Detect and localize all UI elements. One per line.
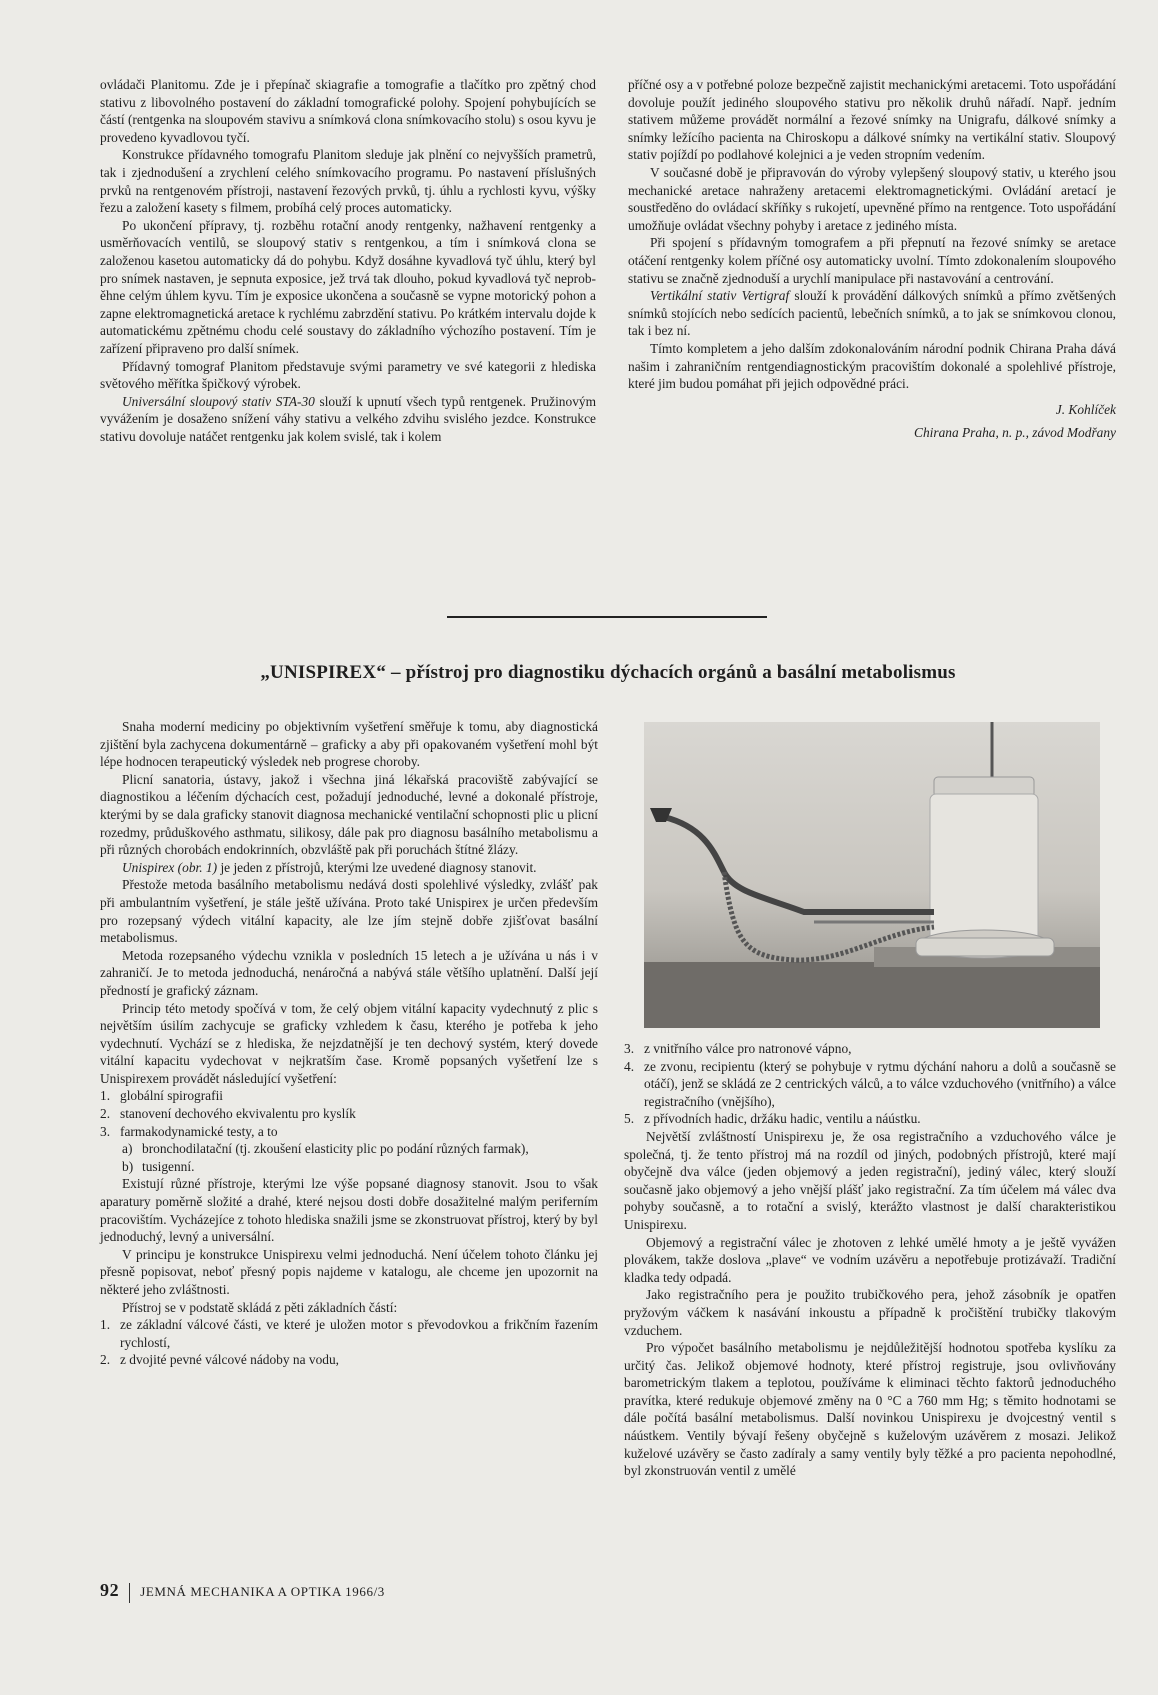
italic-term: Vertikální stativ Vertigraf <box>650 288 790 304</box>
list-text: globální spirografii <box>120 1088 224 1104</box>
journal-name: JEMNÁ MECHANIKA A OPTIKA 1966/3 <box>140 1584 385 1599</box>
paragraph: Přístroj se v podstatě skládá z pěti základních částí: <box>122 1299 398 1315</box>
paragraph-text: slouží k provádění dálkových snímků a přímo zvětšených snímků stojících nebo sedících pacientů, lebečních snímků, a to jak se snímkovou clonou, tak i bez ní. <box>628 288 1116 339</box>
list-item <box>100 1316 598 1351</box>
list-item <box>100 1140 598 1158</box>
paragraph <box>628 287 1116 340</box>
list-number: 2. <box>100 1106 111 1122</box>
list-item <box>100 1105 598 1123</box>
list-number: 1. <box>100 1317 111 1333</box>
bottom-left-column <box>100 718 598 1369</box>
paragraph: Přestože metoda basálního metabolismu nedává dosti spolehlivé výsledky, zvlášť pak při ambulantním vyšetření, je stále ještě užívána. Proto také Unispirex je určen především pro rozepsaný výdech vitální kapacity, ale lze jím stejně dobře zjišťovat basální metabolismus. <box>100 877 598 946</box>
top-left-column <box>100 76 596 445</box>
paragraph: V současné době je připravován do výroby vylepšený sloupový stativ, u kterého jsou mechanické aretace nahraženy aretacemi elektromagnetickými. Ovládání aretací je soustředěno do ovládací skříňky s rukojetí, upevněné přímo na rentgence. Toto uspořádání umožňuje ovládat všechny pohyby i aretace z jediného místa. <box>628 164 1116 233</box>
paragraph: Tímto kompletem a jeho dalším zdokonalováním národní podnik Chirana Praha dává našim i zahraničním rentgendiagnostickým pracovištím dokonalé a spolehlivé přístroje, které jim budou pomáhat při jejich odpovědné práci. <box>628 340 1116 392</box>
paragraph: Jako registračního pera je použito trubičkového pera, jehož zásobník je opatřen pryžovým váčkem k nasávání inkoustu a případně k pročištění trubičky tlakovým vzduchem. <box>624 1287 1116 1338</box>
paragraph: Snaha moderní mediciny po objektivním vyšetření směřuje k tomu, aby diagnostická zjištění byla zachycena dokumentárně – graficky a aby při opakovaném vyšetření mohl být lépe hodnocen terapeutický výsledek neb progrese choroby. <box>100 719 598 770</box>
list-text: ze základní válcové části, ve které je uložen motor s převodovkou a frikčním řazením rychlostí, <box>120 1317 598 1350</box>
paragraph: Existují různé přístroje, kterými lze výše popsané diagnosy stanovit. Jsou to však aparatury poměrně složité a drahé, které nejsou dosti dobře dosažitelné malým periferním pracovištím. Vycházejíce z tohoto hlediska snažili jsme se zkonstruovat přístroj, který by byl jednoduchý, levný a universální. <box>100 1176 598 1245</box>
italic-term: Universální sloupový stativ STA-30 <box>122 393 315 409</box>
paragraph <box>100 393 596 446</box>
author-name: J. Kohlíček <box>1055 401 1116 417</box>
parts-list <box>100 1316 598 1369</box>
section-divider <box>447 616 767 618</box>
paragraph: Po ukončení přípravy, tj. rozběhu rotační anody rentgenky, nažhavení rentgenky a usměrňovacích ventilů, se sloupový stativ s rentgenkou, a tím i snímková clona se založenou kasetou automaticky dá do pohybu. Když dosáhne kyvadlová tyč úhlu, který byl pro snímek nastaven, je sepnuta exposice, jež trvá tak dlouho, pokud kyvadlová tyč neproběhne celým úhlem kyvu. Tím je exposice ukončena a současně se vypne motorický pohon a zapne elektromagnetická aretace k rychlému zabrzdění stativu. Po krátkém intervalu dojde k automatickému zpětnému chodu celé soustavy do základního výchozího postavení. Tím je zařízení připraveno pro další snímek. <box>100 217 596 356</box>
list-item <box>624 1058 1116 1111</box>
list-item <box>100 1123 598 1141</box>
paragraph: příčné osy a v potřebné poloze bezpečně zajistit mechanickými aretacemi. Toto uspořádání dovoluje použít jediného sloupového stativu pro několik druhů nářadí. Např. jedním stativem můžeme provádět normální a řezové snímky na Unigrafu, dálkové snímky a snímky ležícího pacienta na Chiroskopu a dálkové snímky na vertikální stativ. Sloupový stativ pojíždí po podlahové kolejnici a je veden stropním vedením. <box>628 77 1116 163</box>
unispirex-photo <box>644 722 1100 1028</box>
list-number: 3. <box>624 1041 635 1056</box>
list-text: stanovení dechového ekvivalentu pro kyslík <box>120 1106 356 1122</box>
paragraph-text: slouží k upnutí všech typů rentgenek. Pružinovým vyvážením je dosaženo snížení váhy stativu a velkého zdvihu svislého jezdce. Konstrukce stativu dovoluje natáčet rentgenku jak kolem svislé, tak i kolem <box>100 393 596 444</box>
paragraph: Plicní sanatoria, ústavy, jakož i všechna jiná lékařská pracoviště zabývající se diagnostikou a léčením dýchacích cest, požadují jednoduché, levné a dokonalé přístroje, kterými by se dala graficky stanovit diagnosa mechanické ventilační schopnosti plic u plicní rozedmy, průduškového asthmatu, silikosy, dále pak pro diagnosu basálního metabolismu a při různých chorobách endokrinních, obzvláště pak při poruchách štítné žlázy. <box>100 771 598 858</box>
top-right-column <box>628 76 1116 442</box>
page-footer <box>100 1580 385 1603</box>
list-text: farmakodynamické testy, a to <box>120 1123 278 1139</box>
paragraph: Metoda rozepsaného výdechu vznikla v posledních 15 letech a je užívána u nás i v zahraničí. Je to metoda jednoduchá, nenáročná a nabývá stále většího uplatnění. Další její předností je grafický záznam. <box>100 947 598 998</box>
list-item <box>624 1110 1116 1128</box>
device-illustration <box>644 722 1100 1028</box>
list-text: z přívodních hadic, držáku hadic, ventilu a náústku. <box>644 1111 921 1127</box>
list-number: b) <box>122 1158 134 1174</box>
paragraph: ovládači Planitomu. Zde je i přepínač skiagrafie a tomografie a tlačítko pro zpětný chod stativu z libovolného postavení do základní tomografické polohy. Spojení pohybujících se částí (rentgenka na sloupovém stavivu a snímková clona snímkovacího stolu) s osou kyvu je provedeno kyvadlovou tyčí. <box>100 77 596 145</box>
list-number: 3. <box>100 1123 111 1139</box>
list-number: 5. <box>624 1111 635 1127</box>
list-item <box>624 1040 1116 1058</box>
list-item <box>100 1351 598 1369</box>
paragraph: Největší zvláštností Unispirexu je, že osa registračního a vzduchového válce je společná, tj. že tento přístroj má na rozdíl od jiných, podobných přístrojů, které mají obyčejně dva válce (jeden objemový a jeden registrační), jediný válec, který slouží současně jako objemový a jeho vnější plášť jako registrační. Za tím účelem má válec dva pohyby současně, a to rotační a svislý, kterážto vlastnost je další charakteristikou Unispirexu. <box>624 1128 1116 1232</box>
examination-list <box>100 1087 598 1175</box>
article-title: „UNISPIREX“ – přístroj pro diagnostiku dýchacích orgánů a basální metabolismus <box>260 662 956 683</box>
list-number: 4. <box>624 1058 635 1074</box>
paragraph: Princip této metody spočívá v tom, že celý objem vitální kapacity vydechnutý z plic s největším úsilím zachycuje se graficky vzhledem k času, kterého je potřeba k jeho vydechnutí. Vychází se z hlediska, že nejzdatnější je ten dechový systém, který dovede vitální kapacitu vydechovat v nejkratším čase. Kromě popsaných vyšetření lze s Unispirexem provádět následující vyšetření: <box>100 1000 598 1086</box>
list-text: z vnitřního válce pro natronové vápno, <box>644 1041 852 1056</box>
paragraph: V principu je konstrukce Unispirexu velmi jednoduchá. Není účelem tohoto článku jej přesně popisovat, neboť přesný popis najdeme v katalogu, ale chceme jen upozornit na některé jeho zvláštnosti. <box>100 1246 598 1297</box>
list-number: 1. <box>100 1088 111 1104</box>
paragraph: Konstrukce přídavného tomografu Planitom sleduje jak plnění co nejvyšších prametrů, tak i zjednodušení a zrychlení celého snímkovacího programu. Po nastavení příslušných prvků na rentgenovém přístroji, nastavení řezových prvků, tj. úhlu a rychlosti kyvu, výšky řezu a založení kasety s filmem, probíhá celý proces automaticky. <box>100 147 596 216</box>
author-affiliation: Chirana Praha, n. p., závod Modřany <box>914 425 1116 441</box>
list-text: ze zvonu, recipientu (který se pohybuje v rytmu dýchání nahoru a dolů a současně se otáčí), jenž se skládá ze 2 centrických válců, a to válce vzduchového (vnitřního) a válce registračního (vnějšího), <box>644 1058 1116 1109</box>
paragraph-text: je jeden z přístrojů, kterými lze uvedené diagnosy stanovit. <box>217 859 537 875</box>
italic-term: Unispirex (obr. 1) <box>122 859 218 875</box>
list-number: 2. <box>100 1352 111 1368</box>
paragraph: Objemový a registrační válec je zhotoven z lehké umělé hmoty a je ještě vyvážen plovákem, takže doslova „plave“ ve vodním uzávěru a nepotřebuje protizávaží. Tradiční kladka tedy odpadá. <box>624 1234 1116 1285</box>
paragraph: Při spojení s přídavným tomografem a při přepnutí na řezové snímky se aretace otáčení rentgenky kolem příčné osy automaticky uvolní. Tímto zdokonalením sloupového stativu se značně zjednoduší a urychlí manipulace při nastavování a centrování. <box>628 235 1116 286</box>
paragraph <box>100 859 598 877</box>
list-item <box>100 1158 598 1176</box>
list-text: tusigenní. <box>142 1158 195 1174</box>
parts-list-continued <box>624 1040 1116 1128</box>
paragraph: Přídavný tomograf Planitom představuje svými parametry ve své kategorii z hlediska světového měřítka špičkový výrobek. <box>100 358 596 392</box>
list-item <box>100 1087 598 1105</box>
list-text: bronchodilatační (tj. zkoušení elasticity plic po podání různých farmak), <box>142 1141 529 1157</box>
paragraph: Pro výpočet basálního metabolismu je nejdůležitější hodnotou spotřeba kyslíku za určitý čas. Jelikož objemové hodnoty, které přístroj registruje, jsou ovlivňovány barometrickým tlakem a teplotou, používáme k eliminaci těchto faktorů jednoduchého pravítka, které redukuje objemové změny na 0 °C a 760 mm Hg; s těmito hodnotami se dále počítá basální metabolismus. Další novinkou Unispirexu je dvojcestný ventil s náústkem. Ventily bývají řešeny obyčejně s kuželovým uzávěrem z mosazi. Jelikož kuželové uzávěry se často zadíraly a samy ventily byly těžké a pro pacienta nepohodlné, byl zkonstruován ventil z umělé <box>624 1340 1116 1479</box>
bottom-right-column <box>624 1040 1116 1480</box>
list-number: a) <box>122 1141 133 1157</box>
page-number: 92 <box>100 1580 120 1600</box>
footer-separator <box>129 1583 130 1603</box>
list-text: z dvojité pevné válcové nádoby na vodu, <box>120 1352 340 1368</box>
